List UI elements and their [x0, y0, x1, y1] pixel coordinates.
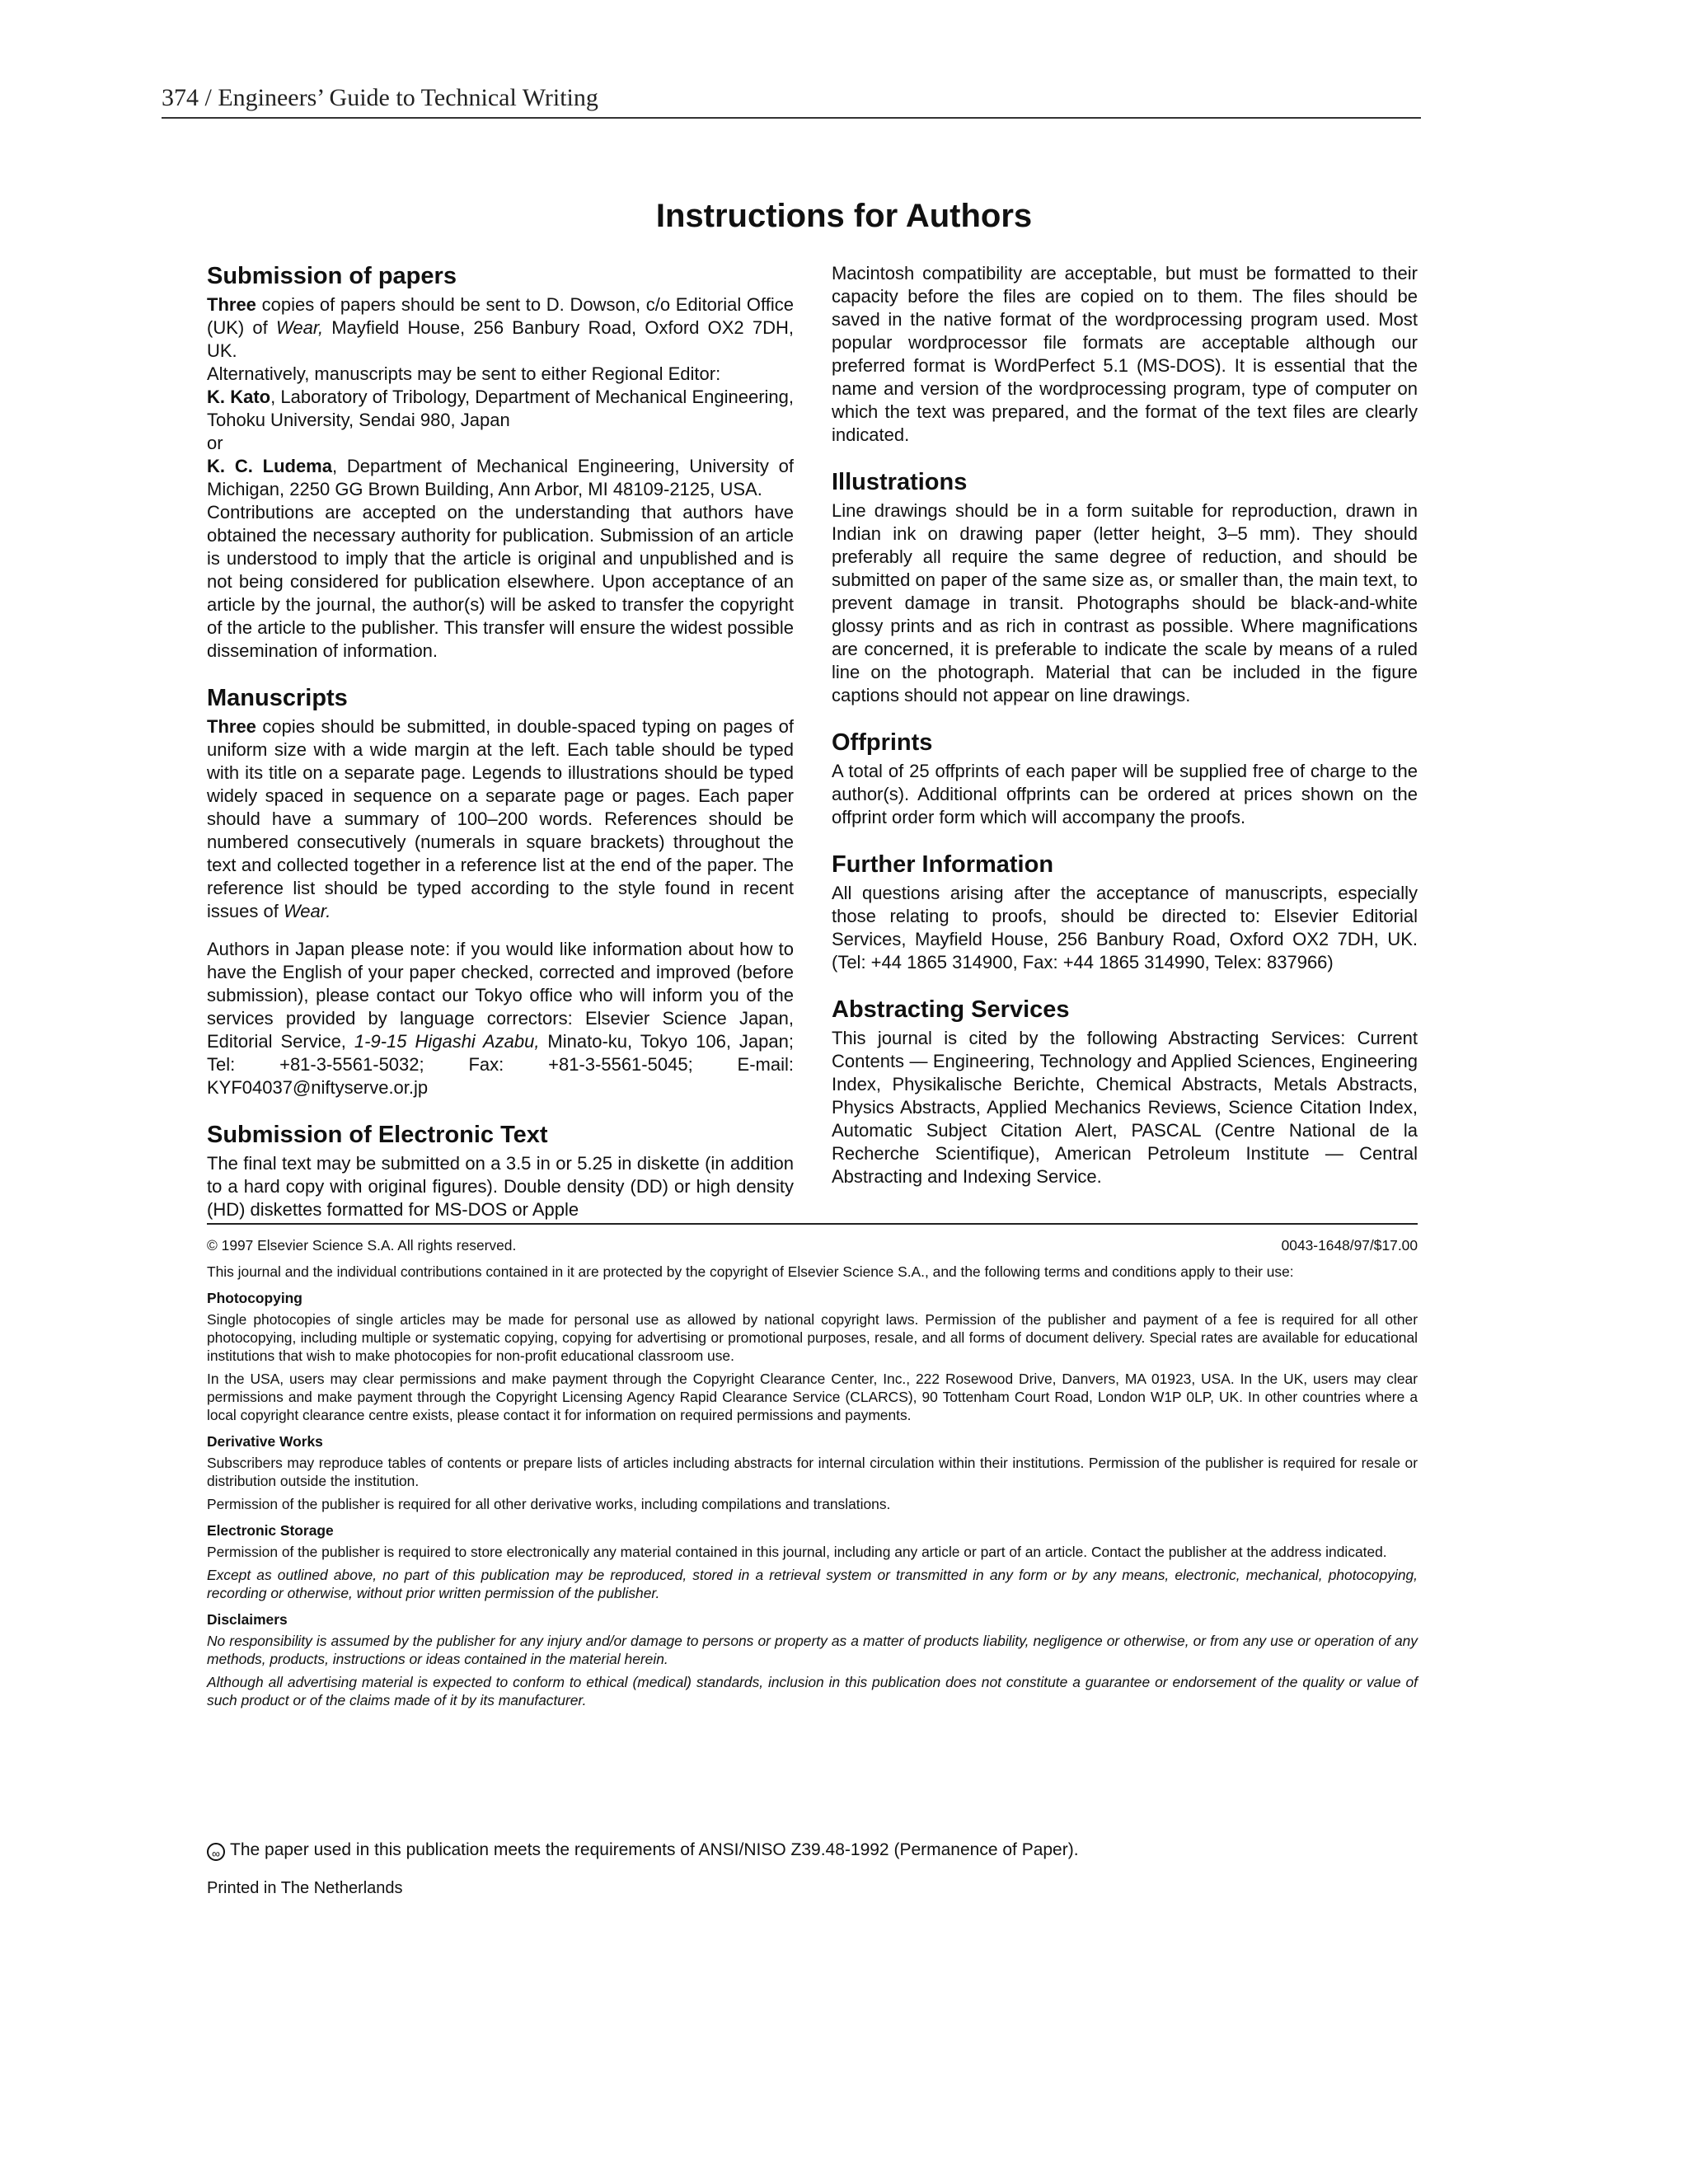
abstracting-paragraph: This journal is cited by the following Abstracting Services: Current Contents — Engineering, Technology and Applied Sciences, Engineering Index, Physikalische Berichte, Chemical Abstracts, Metals Abstracts, Physics Abstracts, Applied Mechanics Reviews, Science Citation Index, Automatic Subject Citation Alert, PASCAL (Centre National de la Recherche Scientifique), American Petroleum Institute — Central Abstracting and Indexing Service.: [832, 1028, 1418, 1187]
abstracting-heading: Abstracting Services: [832, 996, 1070, 1023]
copyright-footer: [207, 1236, 1418, 1714]
illustrations-paragraph: Line drawings should be in a form suitable for reproduction, drawn in Indian ink on drawing paper (letter height, 3–5 mm). They should preferably all require the same degree of reduction, and should be submitted on paper of the same size as, or smaller than, the main text, to prevent damage in transit. Photographs should be black-and-white glossy prints and as rich in contrast as possible. Where magnifications are concerned, it is preferable to indicate the scale by means of a ruled line on the photograph. Material that can be included in the figure captions should not appear on line drawings.: [832, 500, 1418, 705]
offprints-heading: Offprints: [832, 729, 933, 756]
manuscripts-heading: Manuscripts: [207, 685, 348, 711]
photocopying-paragraph-2: In the USA, users may clear permissions and make payment through the Copyright Clearance Center, Inc., 222 Rosewood Drive, Danvers, MA 01923, USA. In the UK, users may clear permissions and make payment through the Copyright Licensing Agency Rapid Clearance Service (CLARCS), 90 Tottenham Court Road, London W1P 0LP, UK. In other countries where a local copyright clearance centre exists, please contact it for information on required permissions and payments.: [207, 1371, 1418, 1423]
manuscripts-journal: Wear.: [283, 901, 331, 921]
editor-1-name: K. Kato: [207, 387, 271, 407]
manuscripts-lead: Three: [207, 716, 256, 737]
electronic-paragraph: The final text may be submitted on a 3.5 in or 5.25 in diskette (in addition to a hard copy with original figures). Double density (DD) or high density (HD) diskettes formatted for MS-DOS or Apple: [207, 1153, 794, 1220]
submission-paragraph-3: Contributions are accepted on the understanding that authors have obtained the necessary authority for publication. Submission of an article is understood to imply that the article is original and unpublished and is not being considered for publication elsewhere. Upon acceptance of an article by the journal, the author(s) will be asked to transfer the copyright of the article to the publisher. This transfer will ensure the widest possible dissemination of information.: [207, 502, 794, 661]
storage-paragraph-1: Permission of the publisher is required to store electronically any material contained in this journal, including any article or part of an article. Contact the publisher at the address indicated.: [207, 1544, 1387, 1560]
illustrations-heading: Illustrations: [832, 469, 968, 495]
footer-divider: [207, 1223, 1418, 1225]
printed-in: Printed in The Netherlands: [207, 1879, 403, 1897]
right-column: [832, 262, 1418, 1188]
submission-heading: Submission of papers: [207, 263, 457, 289]
or-text: or: [207, 433, 223, 453]
further-information-heading: Further Information: [832, 851, 1054, 878]
journal-name: Wear,: [276, 317, 324, 338]
issn-code: 0043-1648/97/$17.00: [1281, 1237, 1418, 1254]
electronic-heading: Submission of Electronic Text: [207, 1122, 548, 1148]
further-information-paragraph: All questions arising after the acceptance of manuscripts, especially those relating to proofs, should be directed to: Elsevier Editorial Services, Mayfield House, 256 Banbury Road, Oxford OX2 7DH, UK. (Tel: +44 1865 314900, Fax: +44 1865 314990, Telex: 837966): [832, 883, 1418, 972]
disclaimers-heading: Disclaimers: [207, 1611, 288, 1628]
editor-2: [207, 455, 794, 501]
editor-2-address: , Department of Mechanical Engineering, University of Michigan, 2250 GG Brown Building, Ann Arbor, MI 48109-2125, USA.: [207, 456, 794, 499]
manuscripts-paragraph: [207, 715, 794, 923]
photocopying-paragraph-1: Single photocopies of single articles may be made for personal use as allowed by national copyright laws. Permission of the publisher and payment of a fee is required for all other photocopying, including multiple or systematic copying, copying for advertising or promotional purposes, resale, and all forms of document delivery. Special rates are available for educational institutions that wish to make photocopies for non-profit educational classroom use.: [207, 1311, 1418, 1364]
japan-text-a: Authors in Japan please note: if you would like information about how to have the English of your paper checked, corrected and improved (before submission), please contact our Tokyo office who will inform you of the services provided by language correctors: Elsevier Science Japan, Editorial Service,: [207, 939, 794, 1052]
editor-1: [207, 386, 794, 432]
submission-lead: Three: [207, 294, 256, 315]
copyright-notice: © 1997 Elsevier Science S.A. All rights reserved.: [207, 1237, 517, 1254]
submission-text-b: Mayfield House, 256 Banbury Road, Oxford OX2 7DH, UK.: [207, 317, 794, 361]
derivative-heading: Derivative Works: [207, 1433, 323, 1450]
offprints-paragraph: A total of 25 offprints of each paper will be supplied free of charge to the author(s). Additional offprints can be ordered at prices shown on the offprint order form which will accompany the proofs.: [832, 761, 1418, 827]
derivative-paragraph-2: Permission of the publisher is required for all other derivative works, including compilations and translations.: [207, 1496, 891, 1512]
japan-text-b: Minato-ku, Tokyo 106, Japan; Tel: +81-3-5561-5032; Fax: +81-3-5561-5045; E-mail: KYF04037@niftyserve.or.jp: [207, 1031, 794, 1098]
photocopying-heading: Photocopying: [207, 1290, 302, 1306]
footer-intro: This journal and the individual contributions contained in it are protected by the copyright of Elsevier Science S.A., and the following terms and conditions apply to their use:: [207, 1263, 1294, 1280]
manuscripts-text: copies should be submitted, in double-spaced typing on pages of uniform size with a wide margin at the left. Each table should be typed with its title on a separate page. Legends to illustrations should be typed widely spaced in sequence on a separate page or pages. Each paper should have a summary of 100–200 words. References should be numbered consecutively (numerals in square brackets) throughout the text and collected together in a reference list at the end of the paper. The reference list should be typed according to the style found in recent issues of: [207, 716, 794, 921]
paper-permanence-note: [207, 1840, 1079, 1861]
storage-paragraph-2: Except as outlined above, no part of this publication may be reproduced, stored in a retrieval system or transmitted in any form or by any means, electronic, mechanical, photocopying, recording or otherwise, without prior written permission of the publisher.: [207, 1567, 1418, 1601]
copyright-row: [207, 1236, 1418, 1254]
editor-1-address: , Laboratory of Tribology, Department of Mechanical Engineering, Tohoku University, Sendai 980, Japan: [207, 387, 794, 430]
storage-heading: Electronic Storage: [207, 1522, 334, 1539]
submission-text-a: copies of papers should be sent to D. Dowson, c/o Editorial Office (UK) of: [207, 294, 794, 338]
japan-paragraph: [207, 938, 794, 1099]
page-title: Instructions for Authors: [655, 198, 1033, 234]
editor-2-name: K. C. Ludema: [207, 456, 332, 476]
paper-note-text: The paper used in this publication meets the requirements of ANSI/NISO Z39.48-1992 (Permanence of Paper).: [230, 1840, 1079, 1859]
japan-address: 1-9-15 Higashi Azabu,: [354, 1031, 540, 1052]
left-column: [207, 262, 794, 1221]
electronic-continued: Macintosh compatibility are acceptable, but must be formatted to their capacity before the files are copied on to them. The files should be saved in the native format of the wordprocessing program used. Most popular wordprocessor file formats are acceptable although our preferred format is WordPerfect 5.1 (MS-DOS). It is essential that the name and version of the wordprocessing program, type of computer on which the text was prepared, and the format of the text files are clearly indicated.: [832, 263, 1418, 445]
derivative-paragraph-1: Subscribers may reproduce tables of contents or prepare lists of articles including abstracts for internal circulation within their institutions. Permission of the publisher is required for resale or distribution outside the institution.: [207, 1455, 1418, 1489]
infinity-icon: ∞: [207, 1843, 225, 1861]
disclaimers-paragraph-2: Although all advertising material is expected to conform to ethical (medical) standards, inclusion in this publication does not constitute a guarantee or endorsement of the quality or value of such product or of the claims made of it by its manufacturer.: [207, 1674, 1418, 1708]
running-head: 374 / Engineers’ Guide to Technical Writing: [162, 84, 1421, 119]
disclaimers-paragraph-1: No responsibility is assumed by the publisher for any injury and/or damage to persons or property as a matter of products liability, negligence or otherwise, or from any use or operation of any methods, products, instructions or ideas contained in the material herein.: [207, 1633, 1418, 1667]
submission-paragraph-2: Alternatively, manuscripts may be sent to either Regional Editor:: [207, 363, 721, 384]
submission-paragraph-1: [207, 293, 794, 363]
